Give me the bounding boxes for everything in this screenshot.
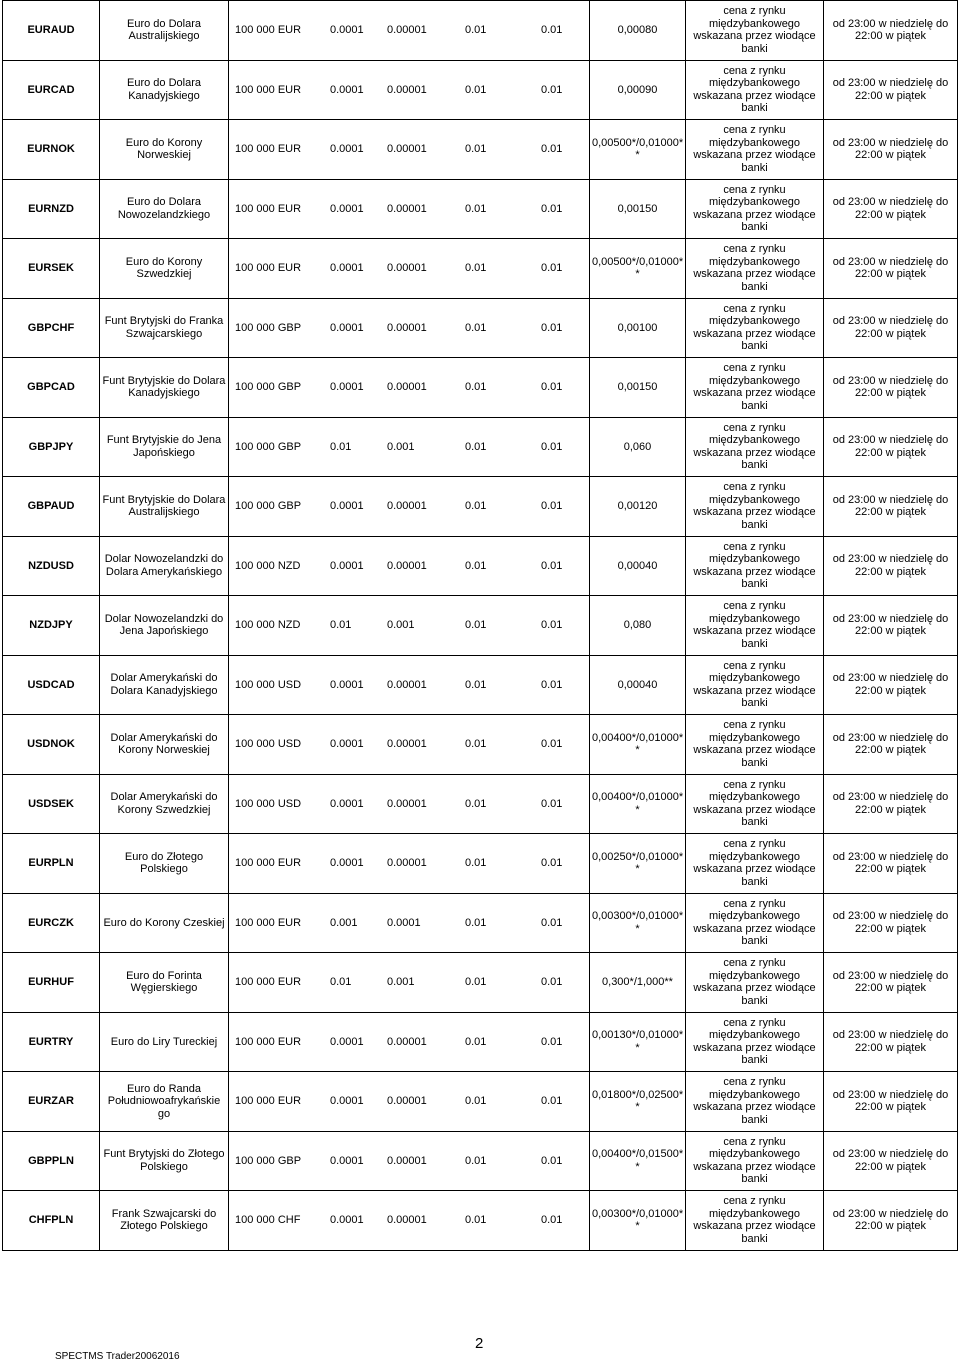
contract-values bbox=[229, 358, 590, 418]
table-row bbox=[3, 596, 958, 656]
spread-value: 0,00090 bbox=[590, 60, 686, 120]
min-lot: 0.01 bbox=[465, 797, 487, 810]
contract-size: 100 000 GBP bbox=[235, 1154, 302, 1167]
min-lot: 0.01 bbox=[465, 619, 487, 631]
tick-value: 0.00001 bbox=[387, 24, 427, 36]
pip-value: 0.0001 bbox=[330, 24, 364, 36]
spread-value: 0,00300*/0,01000* * bbox=[590, 1191, 686, 1251]
pip-value: 0.01 bbox=[330, 440, 352, 453]
contract-values bbox=[229, 596, 590, 656]
spread-value: 0,00500*/0,01000* * bbox=[590, 239, 686, 299]
table-row bbox=[3, 120, 958, 180]
instrument-symbol: USDSEK bbox=[3, 774, 100, 834]
contract-size: 100 000 NZD bbox=[235, 619, 301, 631]
contract-size: 100 000 EUR bbox=[235, 262, 302, 274]
pip-value: 0.0001 bbox=[330, 678, 364, 691]
table-row bbox=[3, 477, 958, 537]
instrument-name: Euro do Dolara Nowozelandzkiego bbox=[100, 179, 229, 239]
contract-values bbox=[229, 834, 590, 894]
contract-values bbox=[229, 1, 590, 61]
contract-size: 100 000 EUR bbox=[235, 24, 302, 36]
tick-value: 0.001 bbox=[387, 619, 415, 631]
instrument-symbol: EURPLN bbox=[3, 834, 100, 894]
lot-step: 0.01 bbox=[541, 738, 563, 750]
contract-values bbox=[229, 536, 590, 596]
trading-hours: od 23:00 w niedzielę do 22:00 w piątek bbox=[824, 417, 958, 477]
trading-hours: od 23:00 w niedzielę do 22:00 w piątek bbox=[824, 1072, 958, 1132]
instrument-name: Dolar Amerykański do Korony Szwedzkiej bbox=[100, 774, 229, 834]
table-row bbox=[3, 834, 958, 894]
contract-size: 100 000 EUR bbox=[235, 916, 302, 929]
contract-size: 100 000 EUR bbox=[235, 1095, 302, 1107]
pip-value: 0.0001 bbox=[330, 143, 364, 155]
pip-value: 0.0001 bbox=[330, 262, 364, 274]
price-source: cena z rynku międzybankowego wskazana przez wiodące banki bbox=[686, 1, 824, 61]
contract-size: 100 000 CHF bbox=[235, 1214, 301, 1226]
contract-values bbox=[229, 60, 590, 120]
instrument-symbol: GBPJPY bbox=[3, 417, 100, 477]
instrument-symbol: GBPPLN bbox=[3, 1131, 100, 1191]
instrument-symbol: EURAUD bbox=[3, 1, 100, 61]
spread-value: 0,00100 bbox=[590, 298, 686, 358]
pip-value: 0.0001 bbox=[330, 83, 364, 96]
instrument-name: Euro do Korony Czeskiej bbox=[100, 893, 229, 953]
instrument-symbol: GBPAUD bbox=[3, 477, 100, 537]
pip-value: 0.0001 bbox=[330, 857, 364, 869]
tick-value: 0.00001 bbox=[387, 1154, 427, 1167]
lot-step: 0.01 bbox=[541, 262, 563, 274]
spread-value: 0,00150 bbox=[590, 358, 686, 418]
lot-step: 0.01 bbox=[541, 619, 563, 631]
contract-size: 100 000 EUR bbox=[235, 976, 302, 988]
min-lot: 0.01 bbox=[465, 1035, 487, 1048]
price-source: cena z rynku międzybankowego wskazana przez wiodące banki bbox=[686, 655, 824, 715]
contract-values bbox=[229, 1012, 590, 1072]
instrument-name: Euro do Korony Norweskiej bbox=[100, 120, 229, 180]
tick-value: 0.00001 bbox=[387, 321, 427, 334]
instrument-name: Funt Brytyjskie do Dolara Kanadyjskiego bbox=[100, 358, 229, 418]
price-source: cena z rynku międzybankowego wskazana przez wiodące banki bbox=[686, 715, 824, 775]
lot-step: 0.01 bbox=[541, 143, 563, 155]
lot-step: 0.01 bbox=[541, 976, 563, 988]
instrument-name: Funt Brytyjski do Franka Szwajcarskiego bbox=[100, 298, 229, 358]
spread-value: 0,01800*/0,02500* * bbox=[590, 1072, 686, 1132]
price-source: cena z rynku międzybankowego wskazana przez wiodące banki bbox=[686, 298, 824, 358]
tick-value: 0.001 bbox=[387, 976, 415, 988]
table-row bbox=[3, 298, 958, 358]
instrument-symbol: GBPCAD bbox=[3, 358, 100, 418]
contract-size: 100 000 EUR bbox=[235, 202, 302, 215]
instrument-symbol: USDCAD bbox=[3, 655, 100, 715]
price-source: cena z rynku międzybankowego wskazana przez wiodące banki bbox=[686, 239, 824, 299]
contract-values bbox=[229, 1191, 590, 1251]
table-row bbox=[3, 1131, 958, 1191]
lot-step: 0.01 bbox=[541, 381, 563, 393]
contract-size: 100 000 USD bbox=[235, 738, 302, 750]
instrument-name: Euro do Randa Południowoafrykańskie go bbox=[100, 1072, 229, 1132]
spread-value: 0,060 bbox=[590, 417, 686, 477]
trading-hours: od 23:00 w niedzielę do 22:00 w piątek bbox=[824, 893, 958, 953]
spread-value: 0,00300*/0,01000* * bbox=[590, 893, 686, 953]
footer-doc-code: SPECTMS Trader20062016 bbox=[55, 1351, 180, 1362]
instrument-name: Euro do Liry Tureckiej bbox=[100, 1012, 229, 1072]
trading-hours: od 23:00 w niedzielę do 22:00 w piątek bbox=[824, 298, 958, 358]
contract-values bbox=[229, 120, 590, 180]
pip-value: 0.0001 bbox=[330, 559, 364, 572]
price-source: cena z rynku międzybankowego wskazana przez wiodące banki bbox=[686, 358, 824, 418]
min-lot: 0.01 bbox=[465, 1154, 487, 1167]
tick-value: 0.001 bbox=[387, 440, 415, 453]
table-row bbox=[3, 715, 958, 775]
min-lot: 0.01 bbox=[465, 857, 487, 869]
instrument-symbol: EURZAR bbox=[3, 1072, 100, 1132]
instrument-symbol: NZDJPY bbox=[3, 596, 100, 656]
contract-values bbox=[229, 417, 590, 477]
contract-values bbox=[229, 298, 590, 358]
instrument-name: Dolar Amerykański do Korony Norweskiej bbox=[100, 715, 229, 775]
trading-hours: od 23:00 w niedzielę do 22:00 w piątek bbox=[824, 1, 958, 61]
contract-values bbox=[229, 893, 590, 953]
table-row bbox=[3, 953, 958, 1013]
contract-size: 100 000 EUR bbox=[235, 857, 302, 869]
tick-value: 0.00001 bbox=[387, 1214, 427, 1226]
instrument-symbol: USDNOK bbox=[3, 715, 100, 775]
min-lot: 0.01 bbox=[465, 976, 487, 988]
spread-value: 0,00080 bbox=[590, 1, 686, 61]
price-source: cena z rynku międzybankowego wskazana przez wiodące banki bbox=[686, 834, 824, 894]
contract-size: 100 000 NZD bbox=[235, 559, 301, 572]
pip-value: 0.0001 bbox=[330, 1035, 364, 1048]
pip-value: 0.01 bbox=[330, 619, 352, 631]
trading-hours: od 23:00 w niedzielę do 22:00 w piątek bbox=[824, 1131, 958, 1191]
price-source: cena z rynku międzybankowego wskazana przez wiodące banki bbox=[686, 596, 824, 656]
contract-size: 100 000 GBP bbox=[235, 381, 302, 393]
price-source: cena z rynku międzybankowego wskazana przez wiodące banki bbox=[686, 179, 824, 239]
pip-value: 0.0001 bbox=[330, 1154, 364, 1167]
table-row bbox=[3, 1012, 958, 1072]
instrument-symbol: EURCAD bbox=[3, 60, 100, 120]
page-number: 2 bbox=[475, 1335, 484, 1352]
table-row bbox=[3, 1072, 958, 1132]
min-lot: 0.01 bbox=[465, 559, 487, 572]
table-row bbox=[3, 774, 958, 834]
tick-value: 0.00001 bbox=[387, 262, 427, 274]
instrument-name: Dolar Amerykański do Dolara Kanadyjskiego bbox=[100, 655, 229, 715]
lot-step: 0.01 bbox=[541, 1035, 563, 1048]
price-source: cena z rynku międzybankowego wskazana przez wiodące banki bbox=[686, 893, 824, 953]
table-row bbox=[3, 655, 958, 715]
tick-value: 0.0001 bbox=[387, 916, 421, 929]
contract-size: 100 000 EUR bbox=[235, 1035, 302, 1048]
trading-hours: od 23:00 w niedzielę do 22:00 w piątek bbox=[824, 60, 958, 120]
lot-step: 0.01 bbox=[541, 559, 563, 572]
tick-value: 0.00001 bbox=[387, 500, 427, 512]
lot-step: 0.01 bbox=[541, 1214, 563, 1226]
min-lot: 0.01 bbox=[465, 321, 487, 334]
min-lot: 0.01 bbox=[465, 500, 487, 512]
spread-value: 0,00250*/0,01000* * bbox=[590, 834, 686, 894]
tick-value: 0.00001 bbox=[387, 797, 427, 810]
pip-value: 0.01 bbox=[330, 976, 352, 988]
table-row bbox=[3, 239, 958, 299]
lot-step: 0.01 bbox=[541, 857, 563, 869]
tick-value: 0.00001 bbox=[387, 1035, 427, 1048]
contract-size: 100 000 USD bbox=[235, 797, 302, 810]
pip-value: 0.0001 bbox=[330, 321, 364, 334]
instrument-name: Euro do Złotego Polskiego bbox=[100, 834, 229, 894]
pip-value: 0.0001 bbox=[330, 202, 364, 215]
tick-value: 0.00001 bbox=[387, 381, 427, 393]
contract-size: 100 000 EUR bbox=[235, 83, 302, 96]
spread-value: 0,00040 bbox=[590, 536, 686, 596]
min-lot: 0.01 bbox=[465, 1095, 487, 1107]
contract-values bbox=[229, 655, 590, 715]
contract-values bbox=[229, 1072, 590, 1132]
lot-step: 0.01 bbox=[541, 1095, 563, 1107]
price-source: cena z rynku międzybankowego wskazana przez wiodące banki bbox=[686, 417, 824, 477]
tick-value: 0.00001 bbox=[387, 857, 427, 869]
min-lot: 0.01 bbox=[465, 381, 487, 393]
price-source: cena z rynku międzybankowego wskazana przez wiodące banki bbox=[686, 774, 824, 834]
table-row bbox=[3, 536, 958, 596]
trading-hours: od 23:00 w niedzielę do 22:00 w piątek bbox=[824, 774, 958, 834]
contract-values bbox=[229, 1131, 590, 1191]
trading-hours: od 23:00 w niedzielę do 22:00 w piątek bbox=[824, 834, 958, 894]
instrument-name: Funt Brytyjskie do Jena Japońskiego bbox=[100, 417, 229, 477]
trading-hours: od 23:00 w niedzielę do 22:00 w piątek bbox=[824, 1012, 958, 1072]
contract-values bbox=[229, 774, 590, 834]
contract-size: 100 000 GBP bbox=[235, 440, 302, 453]
trading-hours: od 23:00 w niedzielę do 22:00 w piątek bbox=[824, 596, 958, 656]
lot-step: 0.01 bbox=[541, 797, 563, 810]
trading-hours: od 23:00 w niedzielę do 22:00 w piątek bbox=[824, 179, 958, 239]
price-source: cena z rynku międzybankowego wskazana przez wiodące banki bbox=[686, 1131, 824, 1191]
lot-step: 0.01 bbox=[541, 500, 563, 512]
tick-value: 0.00001 bbox=[387, 1095, 427, 1107]
pip-value: 0.0001 bbox=[330, 500, 364, 512]
lot-step: 0.01 bbox=[541, 321, 563, 334]
min-lot: 0.01 bbox=[465, 1214, 487, 1226]
instrument-name: Dolar Nowozelandzki do Dolara Amerykańskiego bbox=[100, 536, 229, 596]
table-row bbox=[3, 1191, 958, 1251]
contract-values bbox=[229, 239, 590, 299]
spread-value: 0,00400*/0,01000* * bbox=[590, 715, 686, 775]
trading-hours: od 23:00 w niedzielę do 22:00 w piątek bbox=[824, 1191, 958, 1251]
table-row bbox=[3, 893, 958, 953]
instrument-name: Funt Brytyjski do Złotego Polskiego bbox=[100, 1131, 229, 1191]
instrument-symbol: EURHUF bbox=[3, 953, 100, 1013]
lot-step: 0.01 bbox=[541, 678, 563, 691]
instrument-symbol: EURTRY bbox=[3, 1012, 100, 1072]
trading-hours: od 23:00 w niedzielę do 22:00 w piątek bbox=[824, 715, 958, 775]
table-row bbox=[3, 1, 958, 61]
table-row bbox=[3, 417, 958, 477]
tick-value: 0.00001 bbox=[387, 143, 427, 155]
contract-size: 100 000 GBP bbox=[235, 321, 302, 334]
instrument-name: Frank Szwajcarski do Złotego Polskiego bbox=[100, 1191, 229, 1251]
instrument-name: Euro do Forinta Węgierskiego bbox=[100, 953, 229, 1013]
tick-value: 0.00001 bbox=[387, 678, 427, 691]
instrument-name: Euro do Dolara Australijskiego bbox=[100, 1, 229, 61]
pip-value: 0.0001 bbox=[330, 1095, 364, 1107]
instrument-symbol: EURNOK bbox=[3, 120, 100, 180]
tick-value: 0.00001 bbox=[387, 202, 427, 215]
instrument-name: Funt Brytyjskie do Dolara Australijskiego bbox=[100, 477, 229, 537]
contract-size: 100 000 GBP bbox=[235, 500, 302, 512]
pip-value: 0.001 bbox=[330, 916, 358, 929]
instrument-spec-table bbox=[2, 0, 958, 1251]
contract-values bbox=[229, 179, 590, 239]
instrument-symbol: EURSEK bbox=[3, 239, 100, 299]
spread-value: 0,00120 bbox=[590, 477, 686, 537]
price-source: cena z rynku międzybankowego wskazana przez wiodące banki bbox=[686, 1191, 824, 1251]
tick-value: 0.00001 bbox=[387, 738, 427, 750]
contract-size: 100 000 USD bbox=[235, 678, 302, 691]
trading-hours: od 23:00 w niedzielę do 22:00 w piątek bbox=[824, 953, 958, 1013]
min-lot: 0.01 bbox=[465, 738, 487, 750]
min-lot: 0.01 bbox=[465, 916, 487, 929]
lot-step: 0.01 bbox=[541, 440, 563, 453]
lot-step: 0.01 bbox=[541, 202, 563, 215]
trading-hours: od 23:00 w niedzielę do 22:00 w piątek bbox=[824, 120, 958, 180]
instrument-symbol: NZDUSD bbox=[3, 536, 100, 596]
spread-value: 0,00150 bbox=[590, 179, 686, 239]
pip-value: 0.0001 bbox=[330, 738, 364, 750]
price-source: cena z rynku międzybankowego wskazana przez wiodące banki bbox=[686, 953, 824, 1013]
spread-value: 0,00130*/0,01000* * bbox=[590, 1012, 686, 1072]
spec-table-body bbox=[3, 1, 958, 1251]
spread-value: 0,00040 bbox=[590, 655, 686, 715]
pip-value: 0.0001 bbox=[330, 1214, 364, 1226]
trading-hours: od 23:00 w niedzielę do 22:00 w piątek bbox=[824, 239, 958, 299]
min-lot: 0.01 bbox=[465, 24, 487, 36]
spread-value: 0,00500*/0,01000* * bbox=[590, 120, 686, 180]
instrument-symbol: EURCZK bbox=[3, 893, 100, 953]
spread-value: 0,080 bbox=[590, 596, 686, 656]
instrument-symbol: GBPCHF bbox=[3, 298, 100, 358]
instrument-name: Euro do Korony Szwedzkiej bbox=[100, 239, 229, 299]
instrument-name: Euro do Dolara Kanadyjskiego bbox=[100, 60, 229, 120]
pip-value: 0.0001 bbox=[330, 797, 364, 810]
spread-value: 0,300*/1,000** bbox=[590, 953, 686, 1013]
spread-value: 0,00400*/0,01500* * bbox=[590, 1131, 686, 1191]
instrument-symbol: CHFPLN bbox=[3, 1191, 100, 1251]
trading-hours: od 23:00 w niedzielę do 22:00 w piątek bbox=[824, 655, 958, 715]
trading-hours: od 23:00 w niedzielę do 22:00 w piątek bbox=[824, 536, 958, 596]
price-source: cena z rynku międzybankowego wskazana przez wiodące banki bbox=[686, 477, 824, 537]
price-source: cena z rynku międzybankowego wskazana przez wiodące banki bbox=[686, 1012, 824, 1072]
min-lot: 0.01 bbox=[465, 440, 487, 453]
instrument-symbol: EURNZD bbox=[3, 179, 100, 239]
price-source: cena z rynku międzybankowego wskazana przez wiodące banki bbox=[686, 536, 824, 596]
price-source: cena z rynku międzybankowego wskazana przez wiodące banki bbox=[686, 120, 824, 180]
spread-value: 0,00400*/0,01000* * bbox=[590, 774, 686, 834]
price-source: cena z rynku międzybankowego wskazana przez wiodące banki bbox=[686, 1072, 824, 1132]
tick-value: 0.00001 bbox=[387, 83, 427, 96]
min-lot: 0.01 bbox=[465, 262, 487, 274]
tick-value: 0.00001 bbox=[387, 559, 427, 572]
min-lot: 0.01 bbox=[465, 678, 487, 691]
lot-step: 0.01 bbox=[541, 1154, 563, 1167]
min-lot: 0.01 bbox=[465, 143, 487, 155]
lot-step: 0.01 bbox=[541, 83, 563, 96]
contract-size: 100 000 EUR bbox=[235, 143, 302, 155]
table-row bbox=[3, 60, 958, 120]
contract-values bbox=[229, 477, 590, 537]
table-row bbox=[3, 179, 958, 239]
trading-hours: od 23:00 w niedzielę do 22:00 w piątek bbox=[824, 477, 958, 537]
contract-values bbox=[229, 715, 590, 775]
lot-step: 0.01 bbox=[541, 916, 563, 929]
lot-step: 0.01 bbox=[541, 24, 563, 36]
min-lot: 0.01 bbox=[465, 83, 487, 96]
contract-values bbox=[229, 953, 590, 1013]
instrument-name: Dolar Nowozelandzki do Jena Japońskiego bbox=[100, 596, 229, 656]
min-lot: 0.01 bbox=[465, 202, 487, 215]
price-source: cena z rynku międzybankowego wskazana przez wiodące banki bbox=[686, 60, 824, 120]
pip-value: 0.0001 bbox=[330, 381, 364, 393]
table-row bbox=[3, 358, 958, 418]
trading-hours: od 23:00 w niedzielę do 22:00 w piątek bbox=[824, 358, 958, 418]
